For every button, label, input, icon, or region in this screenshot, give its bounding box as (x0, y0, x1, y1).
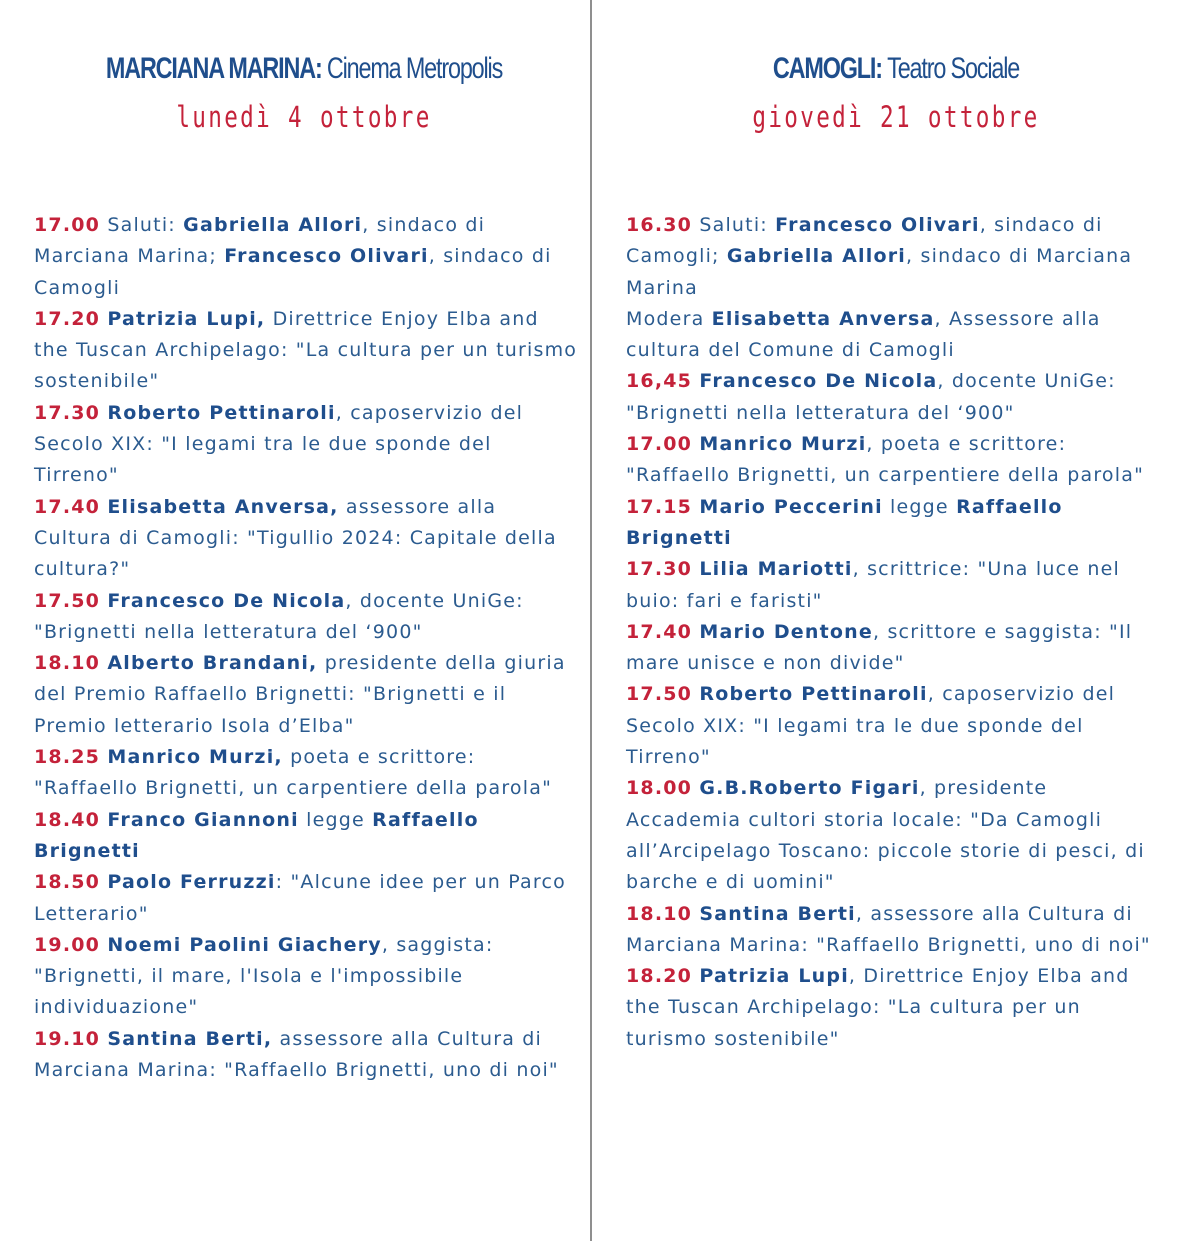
entry-time: 17.40 (34, 495, 101, 518)
speaker-name: Paolo Ferruzzi (107, 871, 276, 894)
speaker-name: Franco Giannoni (107, 808, 299, 831)
entry-time: 17.00 (34, 214, 101, 236)
program-entry (34, 805, 579, 868)
program-entry (626, 961, 1156, 1055)
program-entry (34, 867, 579, 930)
program-entry (34, 586, 579, 649)
entry-text: : "Alcune idee per un Parco Letterario" (34, 871, 566, 925)
program-entry (626, 429, 1156, 492)
speaker-name: Elisabetta Anversa (711, 307, 935, 330)
entry-text: Modera (626, 307, 712, 330)
entry-text: , scrittrice: "Una luce nel buio: fari e faristi" (626, 558, 1120, 612)
program-entry (626, 617, 1156, 680)
event-date: giovedì 21 ottobre (752, 100, 1040, 134)
speaker-name: Patrizia Lupi, (107, 307, 266, 330)
column-divider (590, 0, 592, 1241)
entry-time: 17.50 (626, 683, 693, 706)
entry-time: 18.20 (626, 965, 693, 988)
speaker-name: Raffaello Brignetti (34, 808, 479, 862)
program-entry (626, 554, 1156, 617)
speaker-name: Mario Dentone (699, 620, 873, 643)
speaker-name: Alberto Brandani, (107, 652, 318, 675)
entry-text: , Assessore alla cultura del Comune di Camogli (626, 307, 1101, 362)
entry-text: presidente della giuria del Premio Raffaello Brignetti: "Brignetti e il Premio letterario Isola d’Elba" (34, 652, 566, 737)
speaker-name: Francesco Olivari (775, 214, 980, 236)
entry-time: 17.00 (626, 433, 693, 456)
speaker-name: Noemi Paolini Giachery (107, 933, 382, 956)
program-entry (626, 773, 1156, 898)
entry-time: 18.10 (34, 652, 101, 675)
entry-text: legge (882, 495, 957, 518)
entry-text: , docente UniGe: "Brignetti nella letteratura del ‘900" (34, 589, 524, 643)
venue-hall: Teatro Sociale (887, 52, 1020, 85)
entry-text: , saggista: "Brignetti, il mare, l'Isola e l'impossibile individuazione" (34, 933, 494, 1019)
venue-title (93, 52, 514, 86)
entry-time: 17.15 (626, 495, 693, 518)
entry-text: , docente UniGe: "Brignetti nella letteratura del ‘900" (626, 370, 1116, 424)
program-entry (34, 648, 579, 742)
entry-text: Saluti: (692, 214, 776, 236)
entry-text: assessore alla Cultura di Marciana Marina: "Raffaello Brignetti, uno di noi" (34, 1027, 559, 1082)
event-date: lunedì 4 ottobre (176, 100, 432, 134)
program-entry (626, 679, 1156, 773)
speaker-name: Manrico Murzi, (107, 746, 283, 769)
entry-text: , Direttrice Enjoy Elba and the Tuscan Archipelago: "La cultura per un turismo sostenibile" (626, 965, 1130, 1050)
program-entry (626, 899, 1156, 962)
program-list (34, 210, 579, 1086)
entry-text: poeta e scrittore: "Raffaello Brignetti, un carpentiere della parola" (34, 746, 553, 800)
speaker-name: Mario Peccerini (699, 495, 883, 518)
venue-hall: Cinema Metropolis (326, 52, 503, 85)
entry-text: , presidente Accademia cultori storia locale: "Da Camogli all’Arcipelago Toscano: piccole storie di pesci, di barche e di uomini" (626, 777, 1145, 894)
entry-time: 19.10 (34, 1027, 101, 1050)
entry-text: , sindaco di Camogli (34, 245, 552, 299)
speaker-name: Santina Berti, (107, 1027, 273, 1050)
entry-text: , poeta e scrittore: "Raffaello Brignetti, un carpentiere della parola" (626, 433, 1145, 487)
entry-time: 19.00 (34, 933, 101, 956)
speaker-name: Francesco Olivari (224, 245, 429, 268)
entry-text: Direttrice Enjoy Elba and the Tuscan Archipelago: "La cultura per un turismo sostenibile" (34, 307, 578, 393)
speaker-name: Roberto Pettinaroli (699, 683, 928, 706)
entry-text: , sindaco di Camogli; (626, 214, 1103, 268)
program-entry (34, 1024, 579, 1087)
entry-time: 17.40 (626, 620, 693, 643)
entry-text: , caposervizio del Secolo XIX: "I legami tra le due sponde del Tirreno" (34, 401, 524, 487)
entry-text: , sindaco di Marciana Marina (626, 245, 1133, 299)
program-entry (34, 930, 579, 1024)
program-list (626, 210, 1156, 1055)
venue-place: CAMOGLI: (772, 52, 882, 85)
entry-time: 16.30 (626, 214, 693, 236)
entry-text: , caposervizio del Secolo XIX: "I legami tra le due sponde del Tirreno" (626, 683, 1116, 769)
speaker-name: Gabriella Allori (726, 245, 907, 268)
entry-text: legge (298, 808, 373, 831)
speaker-name: Raffaello Brignetti (626, 495, 1063, 549)
speaker-name: Patrizia Lupi (699, 965, 849, 988)
entry-text: assessore alla Cultura di Camogli: "Tigullio 2024: Capitale della cultura?" (34, 495, 557, 581)
entry-text: , sindaco di Marciana Marina; (34, 214, 486, 268)
speaker-name: G.B.Roberto Figari (699, 777, 920, 800)
program-entry (626, 210, 1156, 304)
speaker-name: Francesco De Nicola (107, 589, 346, 612)
program-entry (34, 210, 579, 304)
speaker-name: Lilia Mariotti (699, 558, 853, 581)
speaker-name: Gabriella Allori (183, 214, 363, 236)
speaker-name: Manrico Murzi (699, 433, 867, 456)
entry-time: 17.30 (626, 558, 693, 581)
program-entry (34, 398, 579, 492)
entry-text: Saluti: (100, 214, 184, 236)
speaker-name: Elisabetta Anversa, (107, 495, 339, 518)
entry-time: 17.30 (34, 401, 101, 424)
entry-time: 18.50 (34, 871, 101, 894)
venue-place: MARCIANA MARINA: (105, 52, 322, 85)
venue-title (685, 52, 1106, 86)
entry-time: 18.25 (34, 746, 101, 769)
program-entry (626, 492, 1156, 555)
entry-time: 18.00 (626, 777, 693, 800)
entry-text: , assessore alla Cultura di Marciana Marina: "Raffaello Brignetti, uno di noi" (626, 902, 1151, 956)
program-entry (34, 304, 579, 398)
speaker-name: Roberto Pettinaroli (107, 401, 336, 424)
program-entry (34, 492, 579, 586)
speaker-name: Santina Berti (699, 902, 856, 925)
entry-text: , scrittore e saggista: "Il mare unisce e non divide" (626, 620, 1133, 675)
program-entry (626, 304, 1156, 367)
entry-time: 18.40 (34, 808, 101, 831)
entry-time: 17.20 (34, 307, 101, 330)
entry-time: 16,45 (626, 370, 693, 393)
program-entry (34, 742, 579, 805)
program-entry (626, 366, 1156, 429)
entry-time: 17.50 (34, 589, 101, 612)
entry-time: 18.10 (626, 902, 693, 925)
speaker-name: Francesco De Nicola (699, 370, 938, 393)
